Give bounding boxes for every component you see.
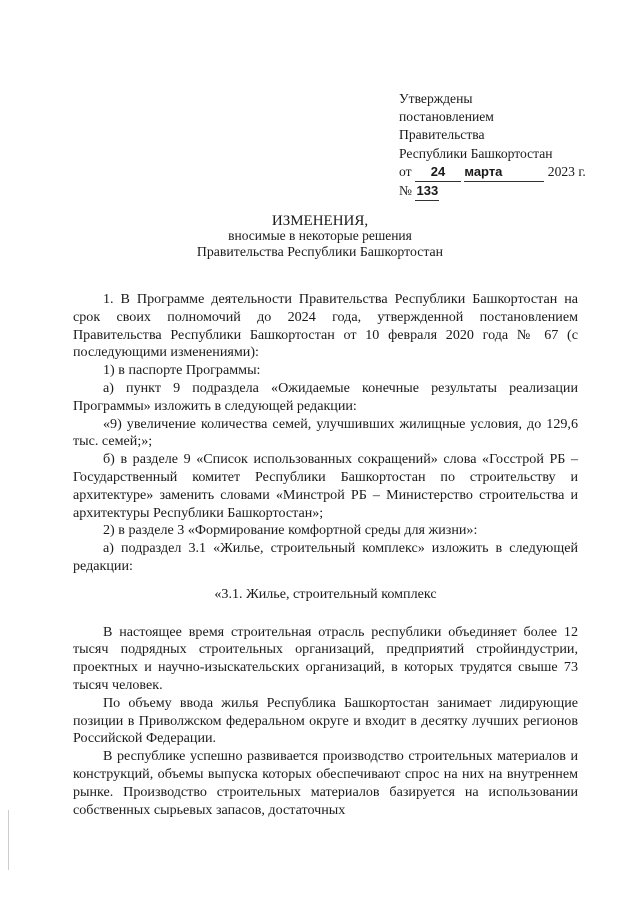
paragraph: «9) увеличение количества семей, улучшивших жилищные условия, до 129,6 тыс. семей;»;	[73, 415, 578, 450]
document-body	[73, 291, 578, 819]
approval-date-line	[399, 163, 599, 182]
number-prefix: №	[399, 183, 412, 199]
document-subtitle-2: Правительства Республики Башкортостан	[196, 244, 444, 259]
section-heading: «3.1. Жилье, строительный комплекс	[214, 585, 437, 602]
paragraph: 1. В Программе деятельности Правительства Республики Башкортостан на срок своих полномочий до 2024 года, утвержденной постановлением Правительства Республики Башкортостан от 10 февраля 2020 года № 67 (с последующими изменениями):	[73, 291, 578, 361]
document-title: ИЗМЕНЕНИЯ,	[271, 213, 369, 229]
paragraph: а) пункт 9 подраздела «Ожидаемые конечные результаты реализации Программы» изложить в следующей редакции:	[73, 379, 578, 414]
paragraph: а) подраздел 3.1 «Жилье, строительный комплекс» изложить в следующей редакции:	[73, 540, 578, 574]
date-day: 24	[430, 163, 446, 179]
paragraph: б) в разделе 9 «Список использованных сокращений» слова «Госстрой РБ – Государственный комитет Республики Башкортостан по строительству и архитектуре» заменить словами «Минстрой РБ – Министерство строительства и архитектуры Республики Башкортостан»;	[73, 451, 578, 521]
paragraph: 2) в разделе 3 «Формирование комфортной среды для жизни»:	[103, 522, 478, 539]
date-prefix: от	[399, 163, 412, 179]
document-number: 133	[416, 183, 439, 199]
approval-line-republic: Республики Башкортостан	[399, 145, 553, 161]
date-month: марта	[464, 163, 503, 179]
scan-margin-mark	[8, 810, 9, 870]
approval-line-resolution: постановлением	[399, 109, 494, 125]
document-subtitle-1: вносимые в некоторые решения	[228, 228, 412, 243]
approval-line-approved: Утверждены	[399, 91, 473, 106]
paragraph: 1) в паспорте Программы:	[103, 362, 261, 379]
paragraph: В республике успешно развивается производство строительных материалов и конструкций, объемы выпуска которых обеспечивают спрос на них на внутреннем рынке. Производство строительных материалов базируется на использовании собственных сырьевых запасов, достаточных	[73, 748, 578, 818]
approval-block	[399, 90, 599, 201]
approval-line-government: Правительства	[399, 127, 485, 143]
paragraph: По объему ввода жилья Республика Башкортостан занимает лидирующие позиции в Приволжском федеральном округе и входит в десятку лучших регионов Российской Федерации.	[73, 694, 578, 747]
paragraph: В настоящее время строительная отрасль республики объединяет более 12 тысяч подрядных строительных организаций, предприятий стройиндустрии, проектных и научно-изыскательских организаций, в которых трудятся свыше 73 тысяч человек.	[73, 623, 578, 693]
approval-number-line	[399, 182, 599, 201]
date-year: 2023 г.	[547, 163, 586, 179]
